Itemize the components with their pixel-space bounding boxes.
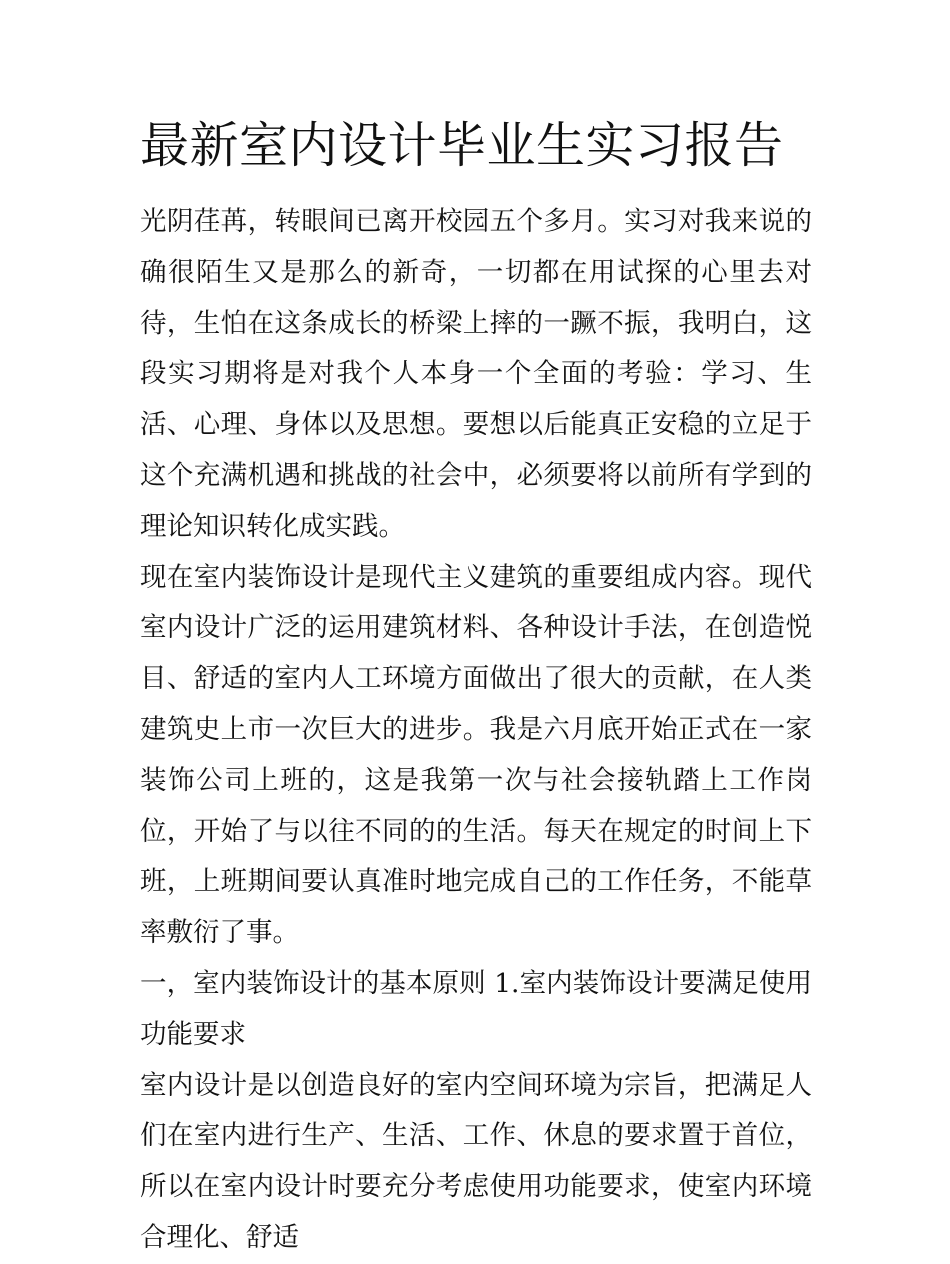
paragraph-functional-requirements: 室内设计是以创造良好的室内空间环境为宗旨，把满足人们在室内进行生产、生活、工作、休息的要求置于首位，所以在室内设计时要充分考虑使用功能要求，使室内环境合理化、舒适 <box>140 1069 812 1253</box>
section-heading-principles: 一，室内装饰设计的基本原则 1.室内装饰设计要满足使用功能要求 <box>140 967 812 1050</box>
paragraph-modern-interior: 现在室内装饰设计是现代主义建筑的重要组成内容。现代室内设计广泛的运用建筑材料、各种设计手法，在创造悦目、舒适的室内人工环境方面做出了很大的贡献，在人类建筑史上市一次巨大的进步。我是六月底开始正式在一家装饰公司上班的，这是我第一次与社会接轨踏上工作岗位，开始了与以往不同的的生活。每天在规定的时间上下班，上班期间要认真准时地完成自己的工作任务，不能草率敷衍了事。 <box>140 561 812 949</box>
paragraph-intro: 光阴荏苒，转眼间已离开校园五个多月。实习对我来说的确很陌生又是那么的新奇，一切都在用试探的心里去对待，生怕在这条成长的桥梁上摔的一蹶不振，我明白，这段实习期将是对我个人本身一个全面的考验：学习、生活、心理、身体以及思想。要想以后能真正安稳的立足于这个充满机遇和挑战的社会中，必须要将以前所有学到的理论知识转化成实践。 <box>140 206 812 542</box>
document-title: 最新室内设计毕业生实习报告 <box>140 117 784 174</box>
document-body <box>140 197 812 1264</box>
